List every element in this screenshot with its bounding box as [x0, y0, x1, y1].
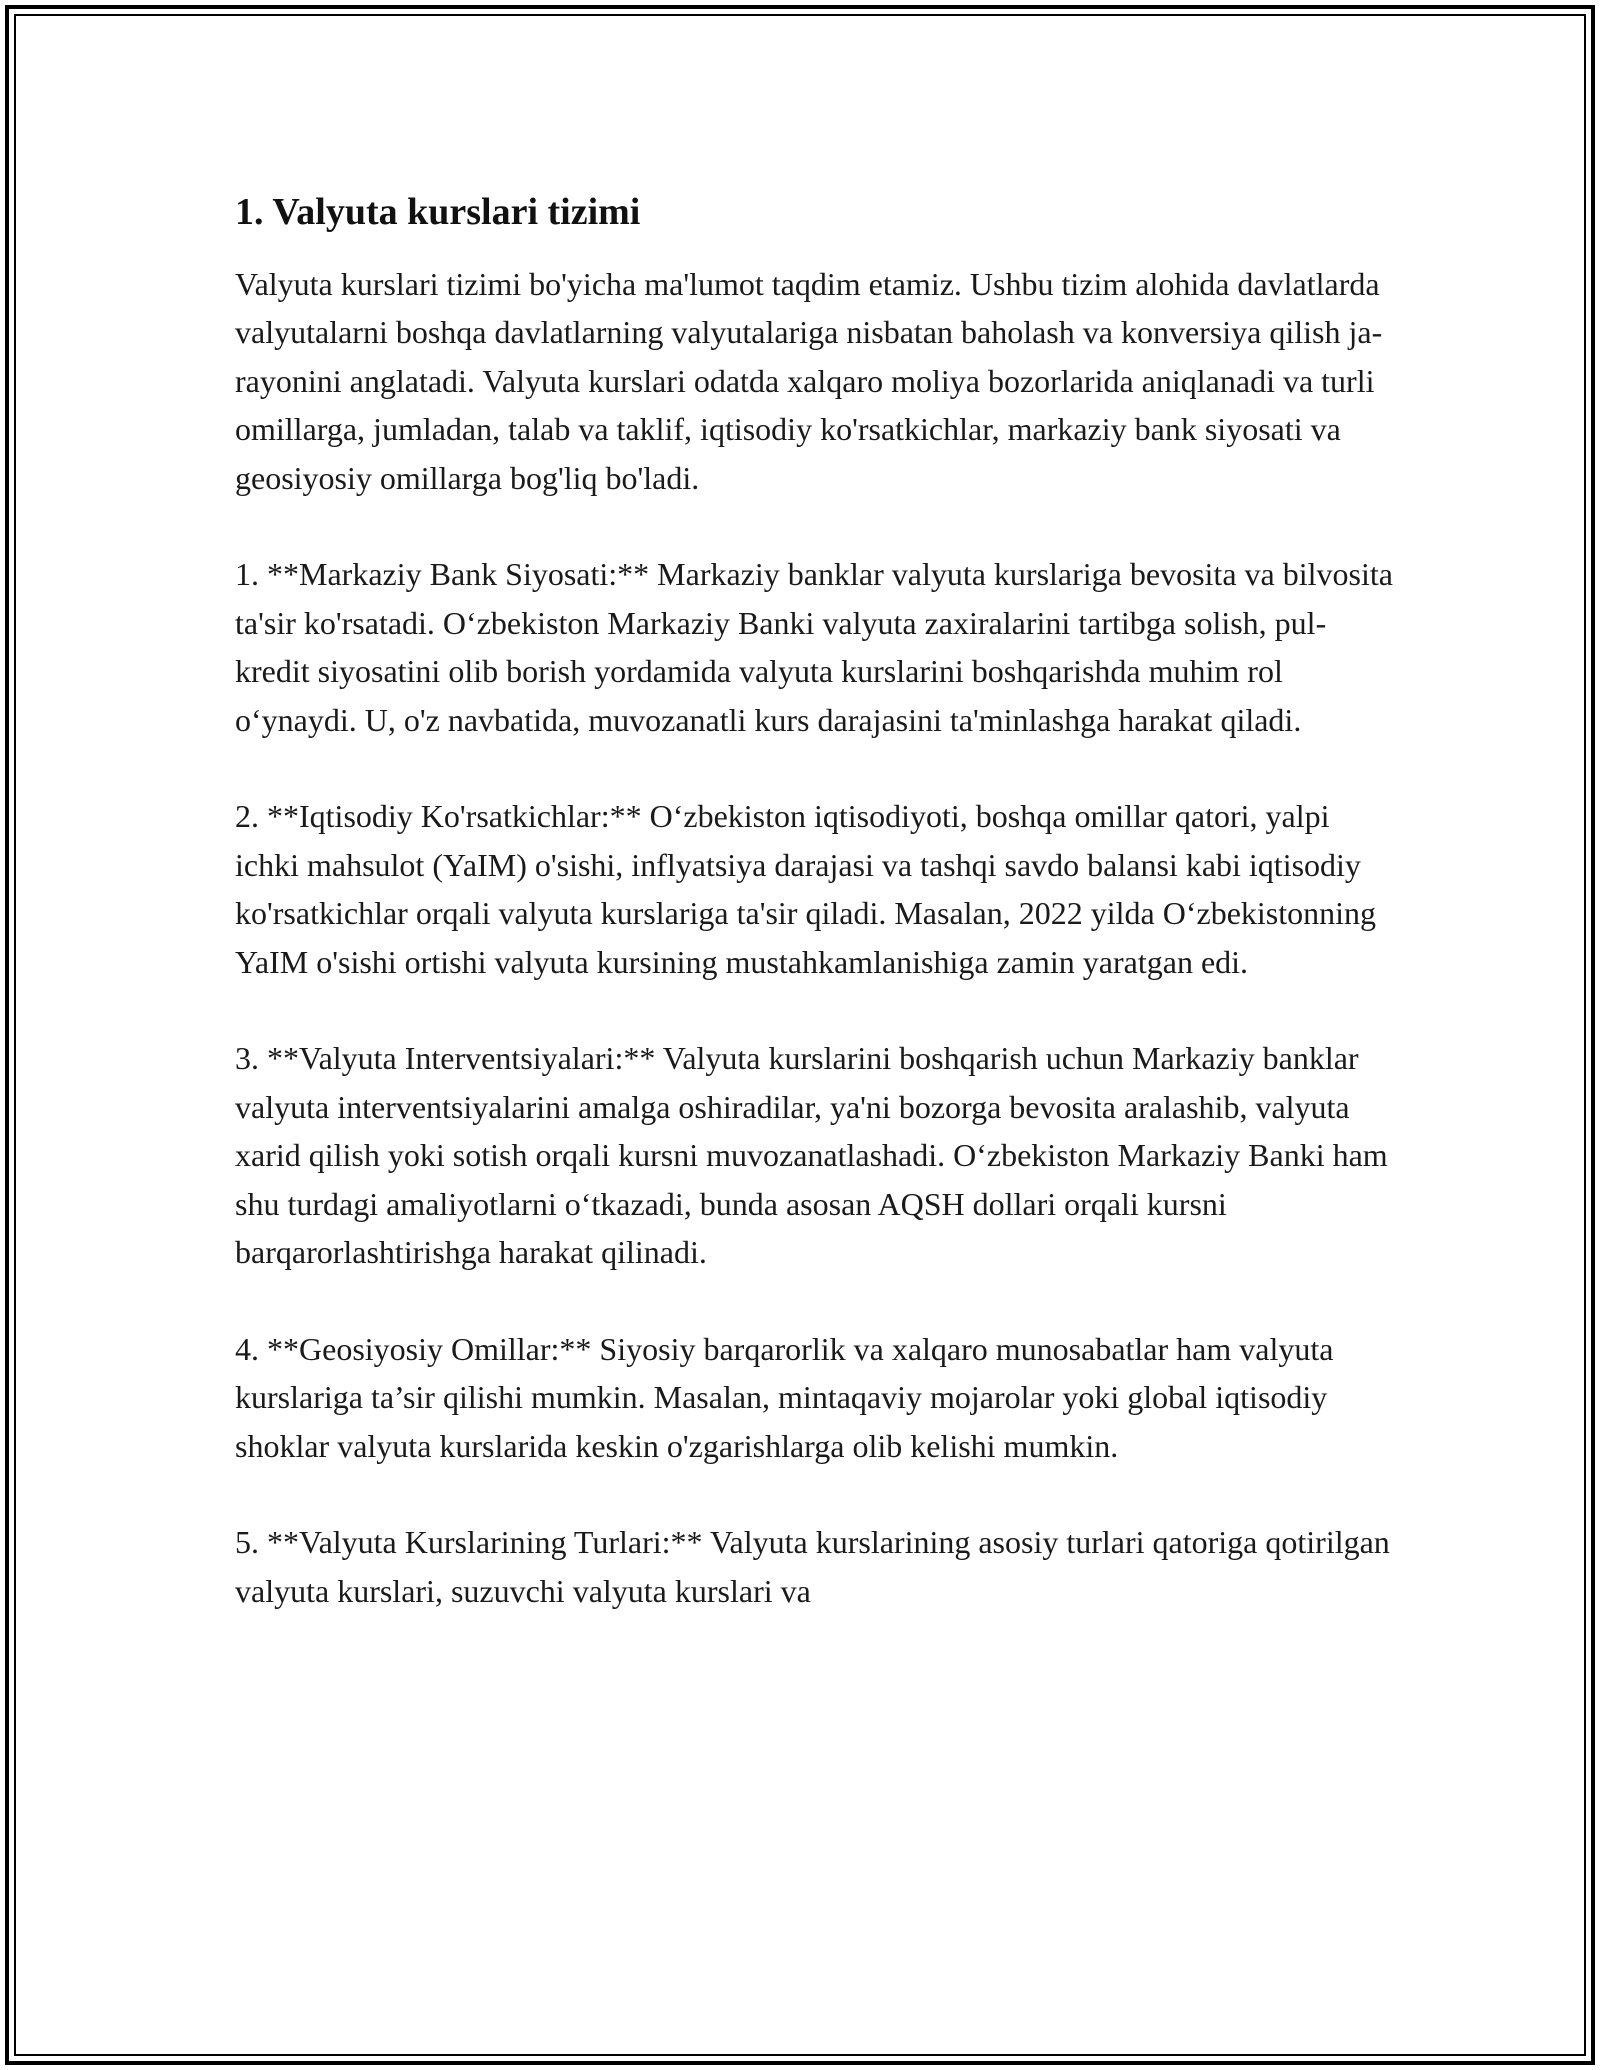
document-body: [235, 188, 1395, 1615]
intro-paragraph: Valyuta kurslari tizimi bo'yicha ma'lumot taqdim etamiz. Ushbu tizim alohida davlatlarda valyutalarni boshqa davlatlarning valyutalariga nisbatan baholash va konversiya qilish ja-rayonini anglatadi. Valyuta kurslari odatda xalqaro moliya bozorlarida aniqlanadi va turli omillarga, jumladan, talab va taklif, iqtisodiy ko'rsatkichlar, markaziy bank siyosati va geosiyosiy omillarga bog'liq bo'ladi.: [235, 266, 1383, 496]
paragraph-geopolitical-factors: 4. **Geosiyosiy Omillar:** Siyosiy barqarorlik va xalqaro munosabatlar ham valyuta kurslariga ta’sir qilishi mumkin. Masalan, mintaqaviy mojarolar yoki global iqtisodiy shoklar valyuta kurslarida keskin o'zgarishlarga olib kelishi mumkin.: [235, 1330, 1334, 1464]
section-heading: 1. Valyuta kurslari tizimi: [235, 191, 641, 233]
paragraph-exchange-rate-types: 5. **Valyuta Kurslarining Turlari:** Valyuta kurslarining asosiy turlari qatoriga qotirilgan valyuta kurslari, suzuvchi valyuta kurslari va: [235, 1524, 1390, 1609]
paragraph-currency-interventions: 3. **Valyuta Interventsiyalari:** Valyuta kurslarini boshqarish uchun Markaziy banklar valyuta interventsiyalarini amalga oshiradilar, ya'ni bozorga bevosita aralashib, valyuta xarid qilish yoki sotish orqali kursni muvozanatlashadi. Oʻzbekiston Markaziy Banki ham shu turdagi amaliyotlarni oʻtkazadi, bunda asosan AQSH dollari orqali kursni barqarorlashtirishga harakat qilinadi.: [235, 1040, 1388, 1271]
paragraph-central-bank-policy: 1. **Markaziy Bank Siyosati:** Markaziy banklar valyuta kurslariga bevosita va bilvosita ta'sir ko'rsatadi. Oʻzbekiston Markaziy Banki valyuta zaxiralarini tartibga solish, pul-kredit siyosatini olib borish yordamida valyuta kurslarini boshqarishda muhim rol oʻynaydi. U, o'z navbatida, muvozanatli kurs darajasini ta'minlashga harakat qiladi.: [235, 556, 1393, 738]
paragraph-economic-indicators: 2. **Iqtisodiy Ko'rsatkichlar:** Oʻzbekiston iqtisodiyoti, boshqa omillar qatori, yalpi ichki mahsulot (YaIM) o'sishi, inflyatsiya darajasi va tashqi savdo balansi kabi iqtisodiy ko'rsatkichlar orqali valyuta kurslariga ta'sir qiladi. Masalan, 2022 yilda Oʻzbekistonning YaIM o'sishi ortishi valyuta kursining mustahkamlanishiga zamin yaratgan edi.: [235, 798, 1377, 980]
